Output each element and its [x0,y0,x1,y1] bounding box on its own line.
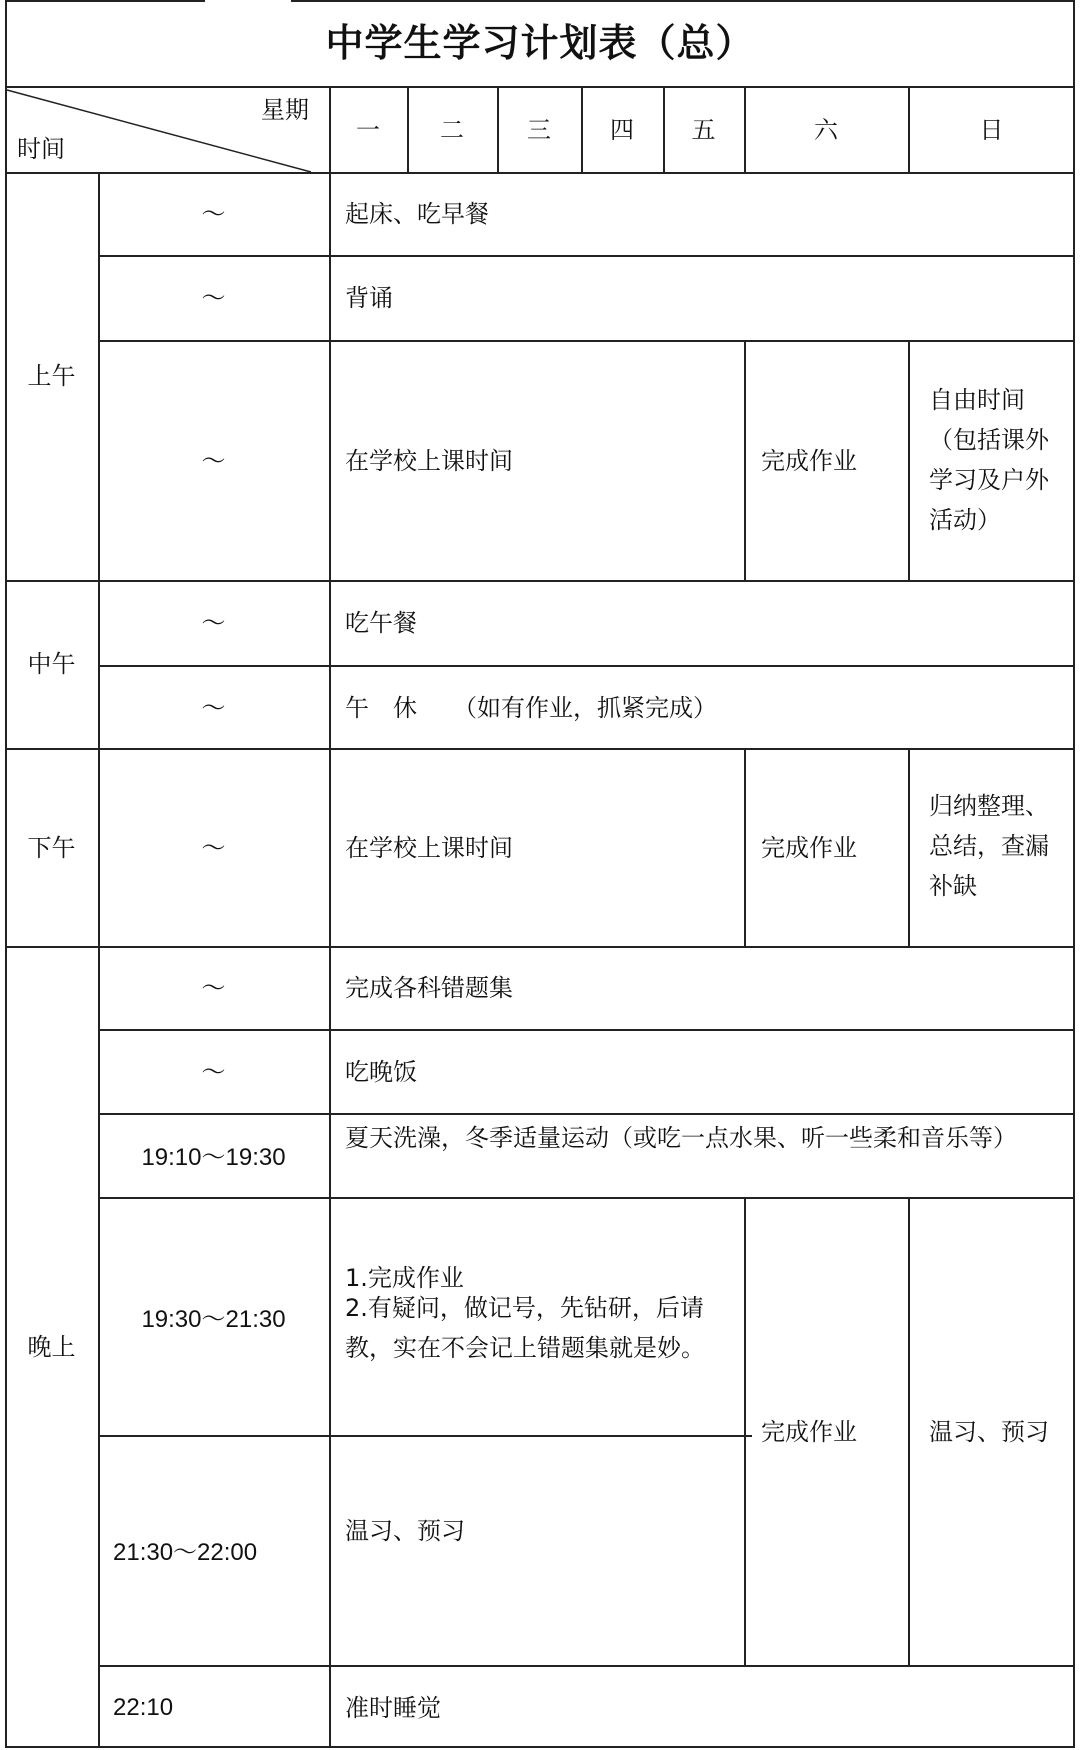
divider [5,946,1075,948]
schedule-sheet [5,0,1075,1748]
activity-cell-line: 1.完成作业 [345,1264,464,1292]
time-cell: 22:10 [113,1694,174,1721]
day-tue: 二 [440,116,464,144]
sat-cell: 完成作业 [761,447,857,475]
activity-cell: 在学校上课时间 [345,447,513,475]
divider [98,1197,1075,1199]
divider [744,748,746,946]
time-cell: ～ [201,609,226,637]
divider [98,172,100,1748]
activity-cell: 吃午餐 [345,609,417,637]
divider [98,665,1075,667]
activity-cell: 背诵 [345,284,393,312]
activity-cell: 夏天洗澡，冬季适量运动（或吃一点水果、听一些柔和音乐等） [345,1124,1017,1152]
activity-cell: 起床、吃早餐 [345,200,489,228]
top-border-right [291,0,1075,2]
time-cell: 19:30～21:30 [141,1306,286,1333]
divider [744,1197,746,1665]
sun-cell: 温习、预习 [929,1418,1049,1446]
divider [98,1665,1075,1667]
divider [5,748,1075,750]
day-sun: 日 [979,116,1004,144]
time-cell: ～ [201,200,226,228]
divider [5,580,1075,582]
divider [744,340,746,580]
table-border [5,0,1075,1748]
activity-cell-line: 2.有疑问，做记号，先钻研，后请教，实在不会记上错题集就是妙。 [345,1294,705,1362]
page-title: 中学生学习计划表（总） [325,21,755,65]
day-mon: 一 [356,116,380,144]
top-border-left [5,0,205,2]
time-cell: 21:30～22:00 [113,1539,258,1566]
divider [908,340,910,580]
day-thu: 四 [610,116,634,144]
sat-cell: 完成作业 [761,834,857,862]
activity-cell: 午 休 （如有作业，抓紧完成） [345,694,717,722]
time-cell: ～ [201,694,226,722]
header-time-label: 时间 [17,135,65,163]
day-sat: 六 [814,116,838,144]
day-fri: 五 [691,116,716,144]
sun-cell: 自由时间（包括课外学习及户外活动） [929,386,1049,534]
divider [98,1029,1075,1031]
divider [329,86,331,1748]
activity-cell: 在学校上课时间 [345,834,513,862]
sat-cell: 完成作业 [761,1418,857,1446]
period-afternoon: 下午 [27,834,76,862]
header-week-label: 星期 [261,96,309,124]
period-evening: 晚上 [27,1333,76,1361]
divider [98,255,1075,257]
sun-cell: 归纳整理、总结，查漏补缺 [929,792,1049,900]
divider [98,340,1075,342]
activity-cell: 温习、预习 [345,1517,465,1545]
day-wed: 三 [527,116,551,144]
activity-cell: 完成各科错题集 [345,974,513,1002]
divider [98,1435,752,1437]
activity-cell: 准时睡觉 [345,1694,441,1722]
time-cell: ～ [201,974,226,1002]
divider [908,748,910,946]
period-noon: 中午 [27,650,76,678]
time-cell: 19:10～19:30 [141,1144,286,1171]
divider [908,1197,910,1665]
time-cell: ～ [201,284,226,312]
time-cell: ～ [201,447,226,475]
period-morning: 上午 [27,362,76,390]
time-cell: ～ [201,834,226,862]
time-cell: ～ [201,1058,226,1086]
activity-cell: 吃晚饭 [345,1058,417,1086]
divider [98,1113,1075,1115]
